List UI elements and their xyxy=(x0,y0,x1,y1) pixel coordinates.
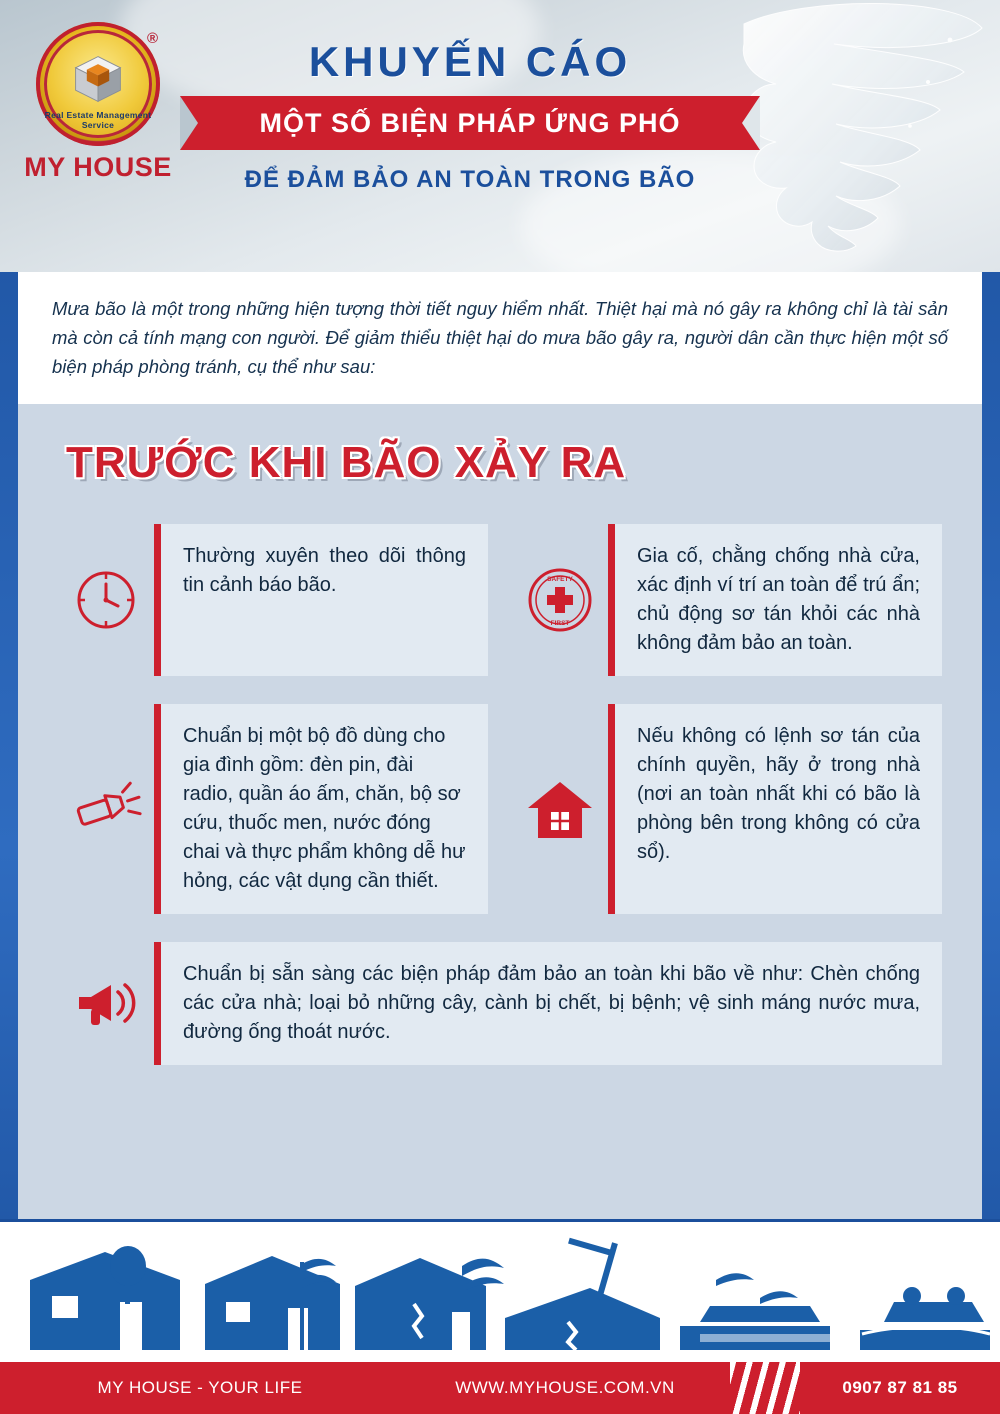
footer-divider xyxy=(730,1362,800,1414)
tip-card xyxy=(58,704,488,914)
safety-first-icon xyxy=(512,524,608,676)
ribbon-text: MỘT SỐ BIỆN PHÁP ỨNG PHÓ xyxy=(259,107,681,138)
house-icon xyxy=(512,704,608,914)
tip-card xyxy=(512,704,942,914)
card-row xyxy=(58,942,942,1065)
megaphone-icon xyxy=(58,942,154,1065)
card-accent-bar xyxy=(608,524,615,676)
flashlight-icon xyxy=(58,704,154,914)
skyline-illustration xyxy=(0,1219,1000,1362)
tip-text: Gia cố, chằng chống nhà cửa, xác định ví trí an toàn để trú ẩn; chủ động sơ tán khỏi các nhà không đảm bảo an toàn. xyxy=(615,524,942,676)
card-accent-bar xyxy=(154,704,161,914)
logo-name: MY HOUSE xyxy=(24,152,172,182)
registered-mark: ® xyxy=(146,30,158,47)
cube-icon xyxy=(70,51,126,107)
storm-damage-scene xyxy=(0,1222,1000,1359)
svg-text:FIRST: FIRST xyxy=(550,619,570,627)
page-title: KHUYẾN CÁO xyxy=(308,38,632,85)
page-subtitle: ĐỂ ĐẢM BẢO AN TOÀN TRONG BÃO xyxy=(244,166,696,193)
tip-text: Thường xuyên theo dõi thông tin cảnh báo bão. xyxy=(161,524,488,676)
logo xyxy=(18,22,178,212)
header xyxy=(0,0,1000,272)
tip-text: Chuẩn bị sẵn sàng các biện pháp đảm bảo an toàn khi bão về như: Chèn chống các cửa nhà; loại bỏ những cây, cành bị chết, bị bệnh; vệ sinh máng nước mưa, đường ống thoát nước. xyxy=(161,942,942,1065)
section-panel xyxy=(18,404,982,1254)
card-accent-bar xyxy=(608,704,615,914)
card-row xyxy=(58,524,942,676)
ribbon-banner xyxy=(180,96,760,150)
svg-text:SAFETY: SAFETY xyxy=(547,575,573,583)
card-accent-bar xyxy=(154,524,161,676)
section-title: TRƯỚC KHI BÃO XẢY RA xyxy=(66,437,627,487)
tip-card xyxy=(58,524,488,676)
tip-card xyxy=(58,942,942,1065)
logo-tagline: Real Estate Management Service xyxy=(44,110,152,130)
tip-text: Chuẩn bị một bộ đồ dùng cho gia đình gồm: đèn pin, đài radio, quần áo ấm, chăn, bộ sơ cứu, thuốc men, nước đóng chai và thực phẩm không dễ hư hỏng, các vật dụng cần thiết. xyxy=(161,704,488,914)
tip-card xyxy=(512,524,942,676)
footer-bar xyxy=(0,1362,1000,1414)
clock-icon xyxy=(58,524,154,676)
tip-text: Nếu không có lệnh sơ tán của chính quyền, hãy ở trong nhà (nơi an toàn nhất khi có bão là phòng bên trong không có cửa sổ). xyxy=(615,704,942,914)
footer-website[interactable]: WWW.MYHOUSE.COM.VN xyxy=(455,1378,675,1397)
title-block xyxy=(180,38,760,194)
footer-phone[interactable]: 0907 87 81 85 xyxy=(842,1378,958,1397)
cards-container xyxy=(58,524,942,1065)
intro-paragraph: Mưa bão là một trong những hiện tượng thời tiết nguy hiểm nhất. Thiệt hại mà nó gây ra không chỉ là tài sản mà còn cả tính mạng con người. Để giảm thiểu thiệt hại do mưa bão gây ra, người dân cần thực hiện một số biện pháp phòng tránh, cụ thể như sau: xyxy=(52,298,948,378)
card-row xyxy=(58,704,942,914)
footer-slogan: MY HOUSE - YOUR LIFE xyxy=(97,1378,303,1397)
card-accent-bar xyxy=(154,942,161,1065)
